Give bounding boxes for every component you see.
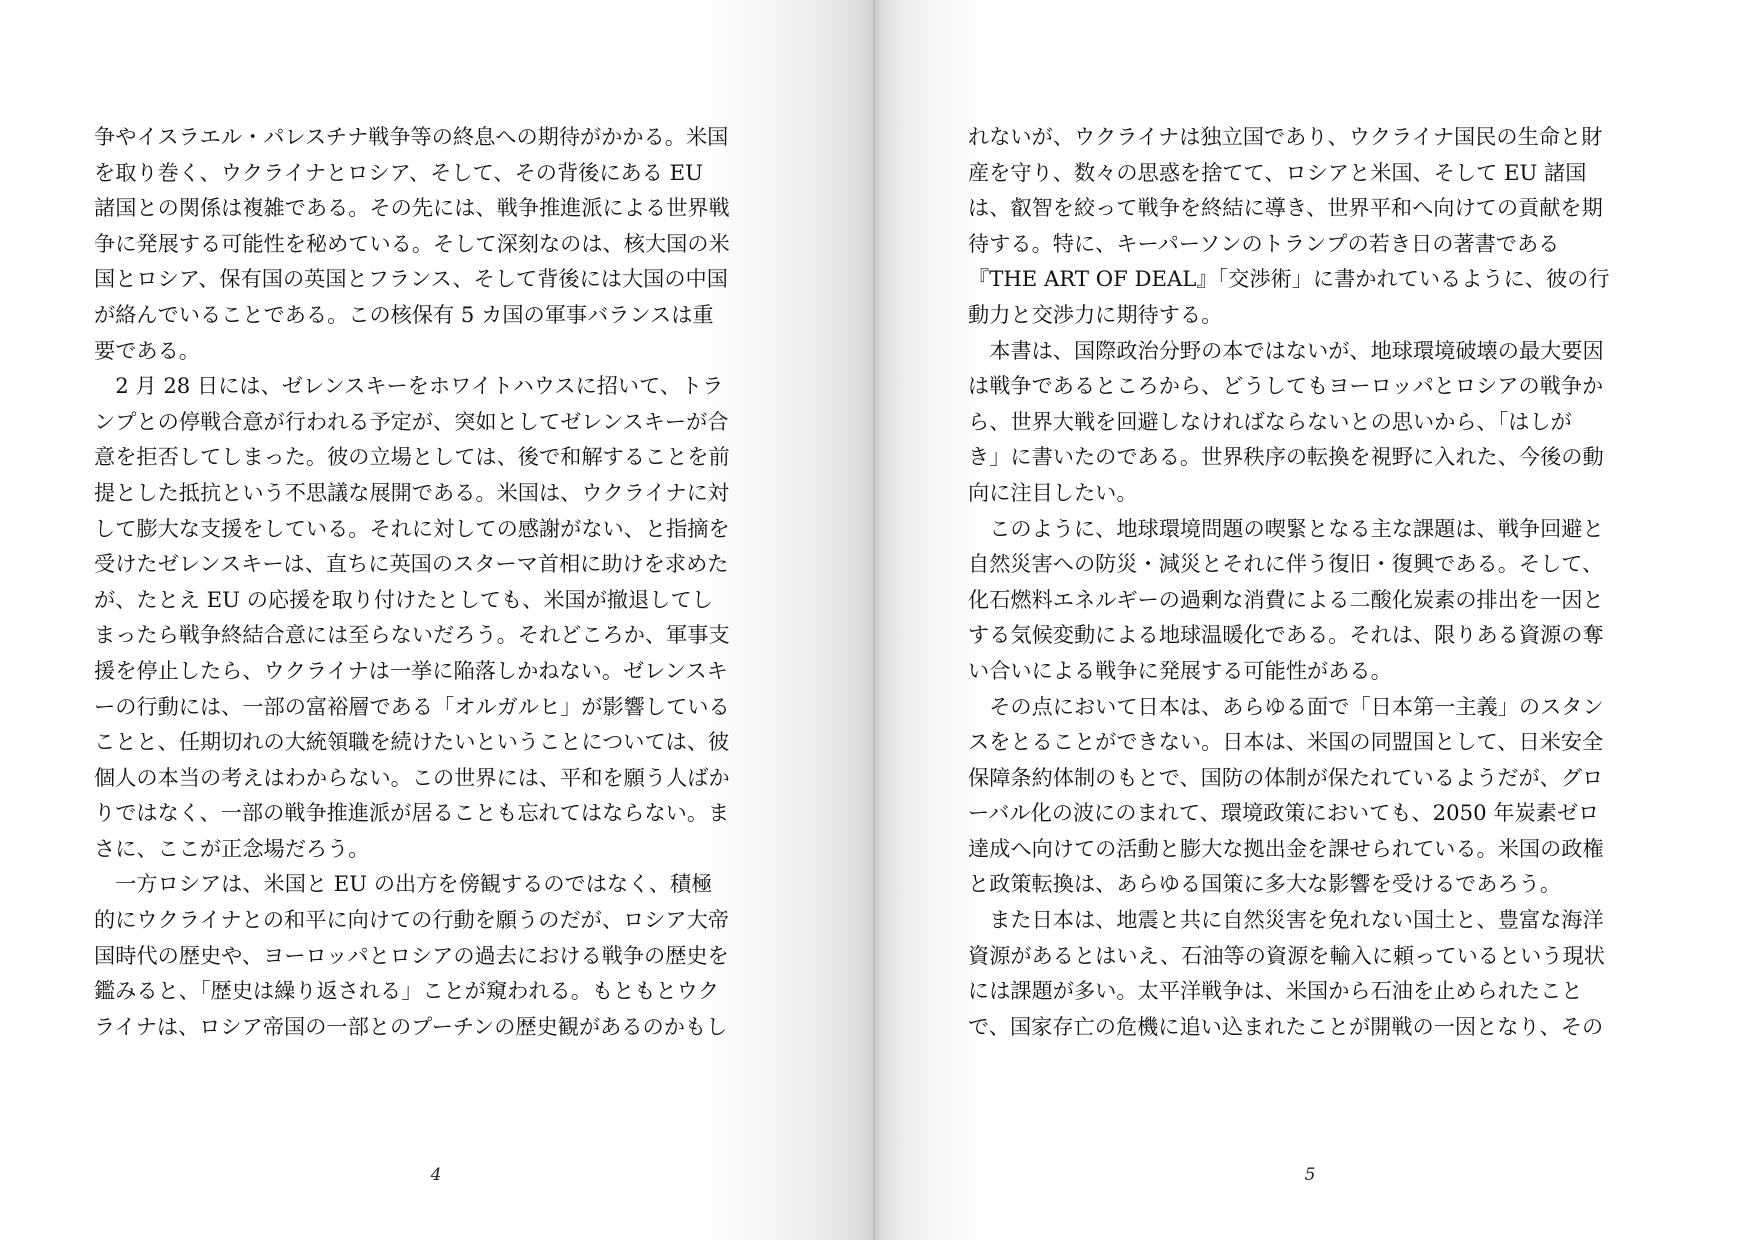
page-number-left: 4 [430,1165,442,1185]
left-page-body [94,119,784,1044]
text-line: 動力と交渉力に期待する。 [968,301,1223,327]
text-line: ことと、任期切れの大統領職を続けたいということについては、彼 [94,729,730,755]
text-line: と政策転換は、あらゆる国策に多大な影響を受けるであろう。 [968,871,1562,897]
text-line: は戦争であるところから、どうしてもヨーロッパとロシアの戦争か [968,373,1604,399]
text-line: 待する。特に、キーパーソンのトランプの若き日の著書である [968,230,1560,256]
text-line: 本書は、国際政治分野の本ではないが、地球環境破壊の最大要因 [968,337,1604,363]
text-line: 保障条約体制のもとで、国防の体制が保たれているようだが、グロ [968,764,1604,790]
text-line: する気候変動による地球温暖化である。それは、限りある資源の奪 [968,622,1604,648]
text-line: ーバル化の波にのまれて、環境政策においても、2050 年炭素ゼロ [968,800,1600,826]
text-line: りではなく、一部の戦争推進派が居ることも忘れてはならない。ま [94,800,730,826]
text-line: 産を守り、数々の思惑を捨てて、ロシアと米国、そして EU 諸国 [968,159,1587,185]
text-line: が絡んでいることである。この核保有 5 カ国の軍事バランスは重 [94,301,714,327]
text-line: が、たとえ EU の応援を取り付けたとしても、米国が撤退してし [94,586,713,612]
text-line: を取り巻く、ウクライナとロシア、そして、その背後にある EU [94,159,703,185]
text-line: 要である。 [94,337,200,363]
text-line: 国とロシア、保有国の英国とフランス、そして背後には大国の中国 [94,266,728,292]
text-line: 自然災害への防災・減災とそれに伴う復旧・復興である。そして、 [968,551,1604,577]
text-line: 一方ロシアは、米国と EU の出方を傍観するのではなく、積極 [94,871,713,897]
text-line: 提とした抵抗という不思議な展開である。米国は、ウクライナに対 [94,479,729,505]
text-line: 受けたゼレンスキーは、直ちに英国のスターマ首相に助けを求めた [94,551,729,577]
text-line: このように、地球環境問題の喫緊となる主な課題は、戦争回避と [968,515,1604,541]
text-line: して膨大な支援をしている。それに対しての感謝がない、と指摘を [94,515,730,541]
text-line: 向に注目したい。 [968,479,1138,505]
text-line: さに、ここが正念場だろう。 [94,835,370,861]
text-line: 化石燃料エネルギーの過剰な消費による二酸化炭素の排出を一因と [968,586,1604,612]
text-line: は、叡智を絞って戦争を終結に導き、世界平和へ向けての貢献を期 [968,195,1603,221]
text-line: 達成へ向けての活動と膨大な拠出金を課せられている。米国の政権 [968,835,1604,861]
text-line: ライナは、ロシア帝国の一部とのプーチンの歴史観があるのかもし [94,1013,728,1039]
right-page-body [968,119,1658,1044]
text-line: また日本は、地震と共に自然災害を免れない国土と、豊富な海洋 [968,907,1604,933]
text-line: スをとることができない。日本は、米国の同盟国として、日米安全 [968,729,1604,755]
text-line: 資源があるとはいえ、石油等の資源を輸入に頼っているという現状 [968,942,1605,968]
text-line: ら、世界大戦を回避しなければならないとの思いから、「はしが [968,408,1572,434]
text-line: 争やイスラエル・パレスチナ戦争等の終息への期待がかかる。米国 [94,124,729,149]
text-line: で、国家存亡の危機に追い込まれたことが開戦の一因となり、その [968,1013,1604,1039]
text-line: ーの行動には、一部の富裕層である「オルガルヒ」が影響している [94,693,730,719]
text-line: 諸国との関係は複雑である。その先には、戦争推進派による世界戦 [94,195,730,221]
text-line: まったら戦争終結合意には至らないだろう。それどころか、軍事支 [94,622,730,648]
text-line: 的にウクライナとの和平に向けての行動を願うのだが、ロシア大帝 [94,907,729,933]
text-line: 個人の本当の考えはわからない。この世界には、平和を願う人ばか [94,764,730,790]
text-line: 意を拒否してしまった。彼の立場としては、後で和解することを前 [94,444,730,470]
text-line: 国時代の歴史や、ヨーロッパとロシアの過去における戦争の歴史を [94,942,729,968]
text-line: れないが、ウクライナは独立国であり、ウクライナ国民の生命と財 [968,124,1603,149]
text-line: には課題が多い。太平洋戦争は、米国から石油を止められたこと [968,978,1583,1004]
right-page [874,0,1748,1240]
text-line: その点において日本は、あらゆる面で「日本第一主義」のスタン [968,693,1604,719]
page-number-right: 5 [1304,1165,1316,1185]
text-line: 2 月 28 日には、ゼレンスキーをホワイトハウスに招いて、トラ [94,373,724,399]
text-line: 争に発展する可能性を秘めている。そして深刻なのは、核大国の米 [94,230,730,256]
text-line: い合いによる戦争に発展する可能性がある。 [968,657,1392,683]
text-line: 鑑みると、「歴史は繰り返される」ことが窺われる。もともとウク [94,978,720,1004]
text-line: き」に書いたのである。世界秩序の転換を視野に入れた、今後の動 [968,444,1604,470]
text-line: ンプとの停戦合意が行われる予定が、突如としてゼレンスキーが合 [94,408,729,434]
book-gutter [873,0,875,1240]
text-line: 『THE ART OF DEAL』「交渉術」に書かれているように、彼の行 [968,266,1610,292]
text-line: 援を停止したら、ウクライナは一挙に陥落しかねない。ゼレンスキ [94,657,728,683]
